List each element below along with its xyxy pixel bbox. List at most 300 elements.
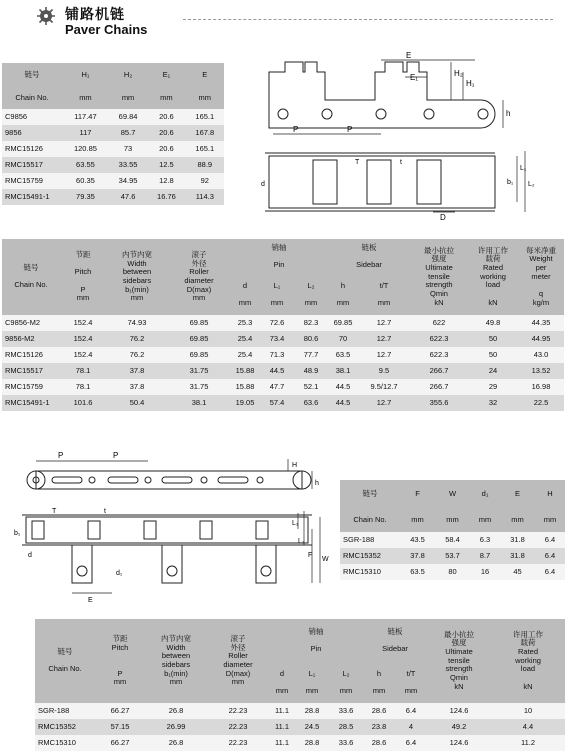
table-cell: 80: [435, 564, 470, 580]
dim-label: h: [315, 480, 319, 487]
col-header-chain: [35, 619, 95, 703]
cell-text: strength: [425, 280, 453, 290]
cell-text: between: [122, 267, 152, 277]
col-header-side-t: [395, 663, 427, 703]
cell-text: 最小抗拉: [424, 245, 454, 255]
cell-text: mm: [304, 298, 318, 308]
table-cell: 11.2: [491, 735, 565, 751]
table-cell: 73: [109, 141, 147, 157]
cell-text: 链板: [387, 627, 403, 637]
table-cell: 4: [395, 719, 427, 735]
dim-label: E: [88, 597, 93, 604]
chain-number-cell: RMC15310: [35, 735, 95, 751]
table-cell: 12.8: [147, 173, 185, 189]
table-row: [2, 125, 224, 141]
table-cell: 69.84: [109, 109, 147, 125]
table-dimensions-1: [2, 63, 224, 205]
cell-text: Sidebar: [356, 260, 382, 270]
dim-label: t: [104, 508, 106, 515]
cell-text: Pitch: [74, 267, 92, 277]
cell-text: mm: [404, 686, 418, 696]
col-header-h: H: [535, 480, 565, 508]
cell-text: 最小抗拉: [444, 629, 474, 639]
cell-text: 许用工作: [513, 629, 543, 639]
cell-text: d: [279, 669, 285, 679]
table-cell: 63.5: [400, 564, 435, 580]
col-unit: mm: [470, 508, 500, 532]
cell-text: 滚子: [230, 634, 246, 644]
table-cell: 43.0: [518, 347, 564, 363]
cell-text: Rated: [482, 263, 503, 273]
chain-number-cell: SGR-188: [340, 532, 400, 548]
cell-text: Qmin: [450, 672, 468, 682]
table-cell: 52.1: [294, 379, 328, 395]
table1-body: [2, 109, 224, 205]
table-cell: 25.4: [230, 331, 260, 347]
table2-body: [2, 315, 564, 411]
col-header-pin-d: [269, 663, 295, 703]
cell-text: Ultimate: [445, 647, 473, 657]
table-row: [2, 173, 224, 189]
table-row: [35, 735, 565, 751]
chain-number-cell: RMC15491-1: [2, 395, 60, 411]
table-cell: 44.5: [260, 363, 294, 379]
table-cell: 124.6: [427, 703, 491, 719]
table-cell: 44.95: [518, 331, 564, 347]
logo-mark-icon: [37, 7, 55, 25]
table-cell: 88.9: [186, 157, 224, 173]
table-cell: 49.2: [427, 719, 491, 735]
table-cell: 43.5: [400, 532, 435, 548]
col-unit: mm: [109, 87, 147, 109]
col-header-tensile: [410, 239, 468, 315]
table-cell: 152.4: [60, 347, 106, 363]
table-row: [2, 141, 224, 157]
table-cell: 16.76: [147, 189, 185, 205]
cell-text: 外径: [191, 258, 207, 268]
table-cell: 9.5/12.7: [358, 379, 410, 395]
cell-text: 销轴: [308, 627, 324, 637]
table-cell: 57.15: [95, 719, 145, 735]
cell-text: Qmin: [430, 288, 448, 298]
cell-text: sidebars: [161, 660, 191, 669]
cell-text: mm: [372, 686, 386, 696]
cell-text: D(max): [186, 284, 212, 294]
cell-text: kg/m: [532, 297, 550, 307]
table-cell: 82.3: [294, 315, 328, 331]
table-cell: 80.6: [294, 331, 328, 347]
col-header-e1: E₁: [147, 63, 185, 87]
table-cell: 167.8: [186, 125, 224, 141]
cell-text: Pin: [273, 260, 285, 270]
col-header-sidebar: [328, 239, 410, 275]
table-cell: 53.7: [435, 548, 470, 564]
col-header-w: W: [435, 480, 470, 508]
table-cell: 20.6: [147, 125, 185, 141]
chain-number-cell: RMC15517: [2, 363, 60, 379]
table-header-row: [2, 87, 224, 109]
table-cell: 622.3: [410, 331, 468, 347]
col-unit: mm: [535, 508, 565, 532]
table-cell: 152.4: [60, 315, 106, 331]
cell-text: kN: [454, 681, 464, 691]
col-unit: mm: [62, 87, 109, 109]
col-header-h1: H₁: [62, 63, 109, 87]
table-cell: 77.7: [294, 347, 328, 363]
table-cell: 11.1: [269, 735, 295, 751]
table-cell: 6.4: [395, 735, 427, 751]
table-header-row: [340, 480, 565, 508]
cell-text: 强度: [451, 638, 467, 648]
cell-text: Width: [166, 642, 186, 652]
table-cell: 15.88: [230, 379, 260, 395]
dim-label: L₁: [520, 165, 527, 172]
cell-text: mm: [130, 293, 144, 303]
table-cell: 8.7: [470, 548, 500, 564]
table-cell: 69.85: [328, 315, 358, 331]
table-cell: 28.5: [329, 719, 363, 735]
cell-text: b₁(min): [164, 668, 188, 678]
table-row: [2, 109, 224, 125]
cell-text: Pitch: [111, 642, 129, 652]
table-cell: 33.6: [329, 735, 363, 751]
table-cell: 622.3: [410, 347, 468, 363]
table-cell: 37.8: [106, 363, 168, 379]
col-header-load: [468, 239, 518, 315]
table-cell: 47.7: [260, 379, 294, 395]
col-header-pin-l2: [294, 275, 328, 315]
table-cell: 63.5: [328, 347, 358, 363]
dim-label: t: [400, 159, 402, 166]
chain-number-cell: RMC15759: [2, 173, 62, 189]
cell-text: kN: [523, 681, 533, 691]
table-cell: 69.85: [168, 331, 230, 347]
dim-label: d: [28, 552, 32, 559]
cell-text: h: [376, 669, 382, 679]
cell-text: 外径: [230, 642, 246, 652]
table-row: [340, 564, 565, 580]
col-unit: mm: [400, 508, 435, 532]
cell-text: mm: [231, 677, 245, 687]
chain-number-cell: RMC15352: [35, 719, 95, 735]
table-cell: 60.35: [62, 173, 109, 189]
cell-text: t/T: [406, 669, 416, 679]
cell-text: Weight: [529, 254, 553, 264]
table-row: [35, 719, 565, 735]
cell-text: Sidebar: [382, 644, 408, 654]
table-row: [2, 363, 564, 379]
cell-text: 链号: [57, 647, 73, 657]
col-header-chain-en: Chain No.: [340, 508, 400, 532]
table-row: [2, 189, 224, 205]
table-cell: 12.7: [358, 395, 410, 411]
col-header-width: [106, 239, 168, 315]
cell-text: Chain No.: [48, 664, 82, 674]
dim-label: E₁: [410, 73, 419, 82]
chain-number-cell: 9856-M2: [2, 331, 60, 347]
col-unit: mm: [435, 508, 470, 532]
table-cell: 50.4: [106, 395, 168, 411]
cell-text: 每米净重: [526, 245, 556, 255]
dim-label: L₂: [528, 181, 535, 188]
cell-text: 内节内宽: [122, 250, 152, 260]
dim-label: H: [292, 462, 298, 469]
dim-label: L₁: [292, 520, 299, 527]
table-header-row: [35, 619, 565, 663]
cell-text: mm: [275, 686, 289, 696]
table4-body: [35, 703, 565, 751]
col-header-e: E: [500, 480, 535, 508]
cell-text: mm: [336, 298, 350, 308]
cell-text: 链板: [361, 243, 377, 253]
table-cell: 11.1: [269, 719, 295, 735]
col-header-pin: [230, 239, 328, 275]
table-cell: 31.8: [500, 532, 535, 548]
dim-label: P: [113, 451, 119, 460]
table-cell: 16.98: [518, 379, 564, 395]
cell-text: b₁(min): [125, 284, 149, 294]
table-cell: 69.85: [168, 347, 230, 363]
table-cell: 76.2: [106, 347, 168, 363]
cell-text: mm: [238, 298, 252, 308]
cell-text: 滚子: [191, 250, 207, 260]
cell-text: Roller: [189, 267, 209, 277]
cell-text: mm: [76, 293, 90, 303]
table-cell: 72.6: [260, 315, 294, 331]
table-cell: 50: [468, 347, 518, 363]
dim-label: P: [347, 125, 353, 134]
chain-number-cell: RMC15517: [2, 157, 62, 173]
col-header-pin-l1: [260, 275, 294, 315]
cell-text: mm: [305, 686, 319, 696]
table-cell: 34.95: [109, 173, 147, 189]
cell-text: L₁: [273, 281, 281, 291]
table-header-row: [340, 508, 565, 532]
table-cell: 101.6: [60, 395, 106, 411]
table-row: [2, 315, 564, 331]
col-header-pin-l2: [329, 663, 363, 703]
cell-text: kN: [488, 297, 498, 307]
table-cell: 124.6: [427, 735, 491, 751]
table-cell: 63.55: [62, 157, 109, 173]
dim-label: H₂: [454, 69, 463, 78]
table-cell: 4.4: [491, 719, 565, 735]
table-cell: 26.8: [145, 735, 207, 751]
table-header-row: [2, 239, 564, 275]
table-dimensions-3: [340, 480, 565, 580]
col-header-pin-l1: [295, 663, 329, 703]
table-cell: 33.55: [109, 157, 147, 173]
table-cell: 48.9: [294, 363, 328, 379]
table-cell: 44.5: [328, 379, 358, 395]
table-cell: 266.7: [410, 363, 468, 379]
table-cell: 50: [468, 331, 518, 347]
col-header-d1: d₁: [470, 480, 500, 508]
dim-label: D: [440, 213, 446, 222]
table-cell: 11.1: [269, 703, 295, 719]
table-cell: 78.1: [60, 379, 106, 395]
cell-text: mm: [377, 298, 391, 308]
cell-text: Roller: [228, 651, 248, 661]
table-cell: 38.1: [168, 395, 230, 411]
table-cell: 25.4: [230, 347, 260, 363]
dim-label: P: [58, 451, 64, 460]
table-cell: 58.4: [435, 532, 470, 548]
table-cell: 33.6: [329, 703, 363, 719]
table-cell: 92: [186, 173, 224, 189]
table-cell: 38.1: [328, 363, 358, 379]
table-cell: 57.4: [260, 395, 294, 411]
table-cell: 29: [468, 379, 518, 395]
col-header-h2: H₂: [109, 63, 147, 87]
cell-text: Chain No.: [14, 280, 48, 290]
col-unit: mm: [147, 87, 185, 109]
cell-text: between: [161, 651, 191, 661]
col-header-weight: [518, 239, 564, 315]
table-cell: 165.1: [186, 109, 224, 125]
table-cell: 31.75: [168, 363, 230, 379]
cell-text: 强度: [431, 254, 447, 264]
col-header-tensile: [427, 619, 491, 703]
cell-text: 载荷: [485, 254, 501, 264]
chain-number-cell: RMC15126: [2, 141, 62, 157]
table-cell: 73.4: [260, 331, 294, 347]
header-divider: [183, 19, 553, 20]
table-cell: 79.35: [62, 189, 109, 205]
col-header-chain: [2, 239, 60, 315]
dim-label: T: [52, 508, 57, 515]
dim-label: P: [293, 125, 299, 134]
table-cell: 16: [470, 564, 500, 580]
cell-text: per: [535, 263, 547, 273]
table-row: [340, 548, 565, 564]
cell-text: 销轴: [271, 243, 287, 253]
table-cell: 114.3: [186, 189, 224, 205]
table-cell: 120.85: [62, 141, 109, 157]
table-cell: 117: [62, 125, 109, 141]
cell-text: 载荷: [520, 638, 536, 648]
table-cell: 13.52: [518, 363, 564, 379]
col-header-load: [491, 619, 565, 703]
cell-text: mm: [113, 677, 127, 687]
cell-text: L₁: [308, 669, 316, 679]
table-cell: 19.05: [230, 395, 260, 411]
cell-text: load: [520, 664, 536, 674]
table-cell: 47.6: [109, 189, 147, 205]
dim-label: d: [261, 181, 265, 188]
dim-label: d₁: [116, 570, 123, 577]
col-header-chain-en: Chain No.: [2, 87, 62, 109]
table-cell: 37.8: [106, 379, 168, 395]
table-cell: 165.1: [186, 141, 224, 157]
dim-label: b₁: [14, 530, 21, 537]
cell-text: 节距: [112, 634, 128, 644]
table-cell: 12.7: [358, 331, 410, 347]
table-cell: 9.5: [358, 363, 410, 379]
table-cell: 66.27: [95, 703, 145, 719]
chain-diagram-1: [255, 52, 555, 222]
table3-body: [340, 532, 565, 580]
cell-text: h: [340, 281, 346, 291]
table-cell: 10: [491, 703, 565, 719]
table-cell: 28.8: [295, 735, 329, 751]
cell-text: Pin: [310, 644, 322, 654]
table-cell: 74.93: [106, 315, 168, 331]
cell-text: mm: [339, 686, 353, 696]
dim-label: E: [406, 52, 412, 60]
dim-label: W: [322, 556, 329, 563]
table-cell: 37.8: [400, 548, 435, 564]
table-cell: 70: [328, 331, 358, 347]
col-header-side-h: [328, 275, 358, 315]
table-cell: 28.6: [363, 703, 395, 719]
col-header-side-t: [358, 275, 410, 315]
table-cell: 22.23: [207, 735, 269, 751]
cell-text: sidebars: [122, 276, 152, 285]
cell-text: load: [485, 280, 501, 290]
cell-text: diameter: [223, 660, 253, 669]
table-cell: 69.85: [168, 315, 230, 331]
table-cell: 6.4: [535, 532, 565, 548]
chain-number-cell: C9856: [2, 109, 62, 125]
table-cell: 26.99: [145, 719, 207, 735]
table-cell: 71.3: [260, 347, 294, 363]
cell-text: 链号: [23, 263, 39, 273]
cell-text: tensile: [428, 271, 450, 281]
page-title-cn: 铺路机链: [65, 6, 125, 22]
cell-text: 节距: [75, 250, 91, 260]
table-cell: 24.5: [295, 719, 329, 735]
cell-text: working: [515, 655, 541, 665]
cell-text: meter: [531, 271, 551, 281]
col-header-pin: [269, 619, 363, 663]
cell-text: t/T: [379, 281, 389, 291]
col-header-e: E: [186, 63, 224, 87]
table-cell: 117.47: [62, 109, 109, 125]
cell-text: working: [480, 271, 506, 281]
chain-number-cell: SGR-188: [35, 703, 95, 719]
cell-text: L₂: [342, 669, 350, 679]
table-header-row: [2, 63, 224, 87]
dim-label: F: [308, 552, 313, 559]
table-cell: 266.7: [410, 379, 468, 395]
table-cell: 15.88: [230, 363, 260, 379]
table-cell: 622: [410, 315, 468, 331]
table-cell: 6.4: [395, 703, 427, 719]
cell-text: Ultimate: [425, 263, 453, 273]
col-header-roller: [168, 239, 230, 315]
table-cell: 26.8: [145, 703, 207, 719]
cell-text: mm: [270, 298, 284, 308]
table-cell: 25.3: [230, 315, 260, 331]
table-cell: 12.7: [358, 347, 410, 363]
table-row: [340, 532, 565, 548]
col-unit: mm: [186, 87, 224, 109]
chain-number-cell: RMC15759: [2, 379, 60, 395]
table-row: [2, 331, 564, 347]
table-row: [2, 157, 224, 173]
col-header-chain-cn: 链号: [340, 480, 400, 508]
dim-label: L₂: [298, 538, 305, 545]
cell-text: mm: [169, 677, 183, 687]
chain-number-cell: RMC15126: [2, 347, 60, 363]
table-cell: 44.5: [328, 395, 358, 411]
cell-text: kN: [434, 297, 444, 307]
cell-text: P: [80, 284, 86, 294]
table-cell: 85.7: [109, 125, 147, 141]
col-header-chain-cn: 链号: [2, 63, 62, 87]
chain-number-cell: RMC15310: [340, 564, 400, 580]
